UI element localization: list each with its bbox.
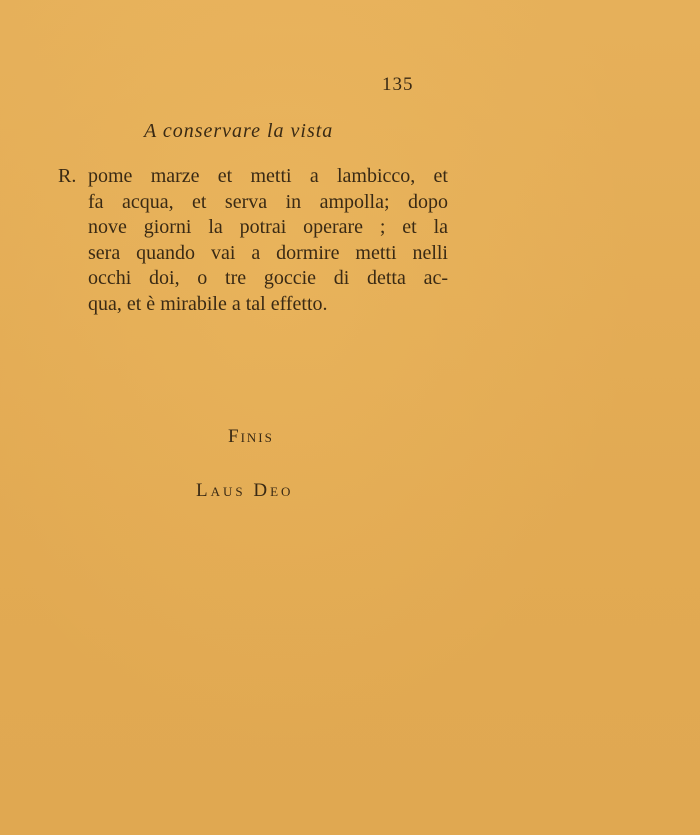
recipe-line: sera quando vai a dormire metti nelli (88, 241, 448, 264)
laus-deo-heading: Laus Deo (196, 480, 294, 501)
section-title: A conservare la vista (144, 120, 334, 142)
recipe-line: fa acqua, et serva in ampolla; dopo (88, 190, 448, 213)
recipe-line: occhi doi, o tre goccie di detta ac- (88, 267, 448, 289)
recipe-line: pome marze et metti a lambicco, et (88, 165, 448, 187)
recipe-paragraph (58, 164, 448, 317)
page-number: 135 (382, 74, 414, 95)
recipe-marker: R. (58, 165, 77, 187)
recipe-line: nove giorni la potrai operare ; et la (88, 216, 448, 238)
recipe-first-line (58, 164, 448, 190)
recipe-line: qua, et è mirabile a tal effetto. (88, 292, 328, 315)
finis-heading: Finis (228, 426, 274, 447)
